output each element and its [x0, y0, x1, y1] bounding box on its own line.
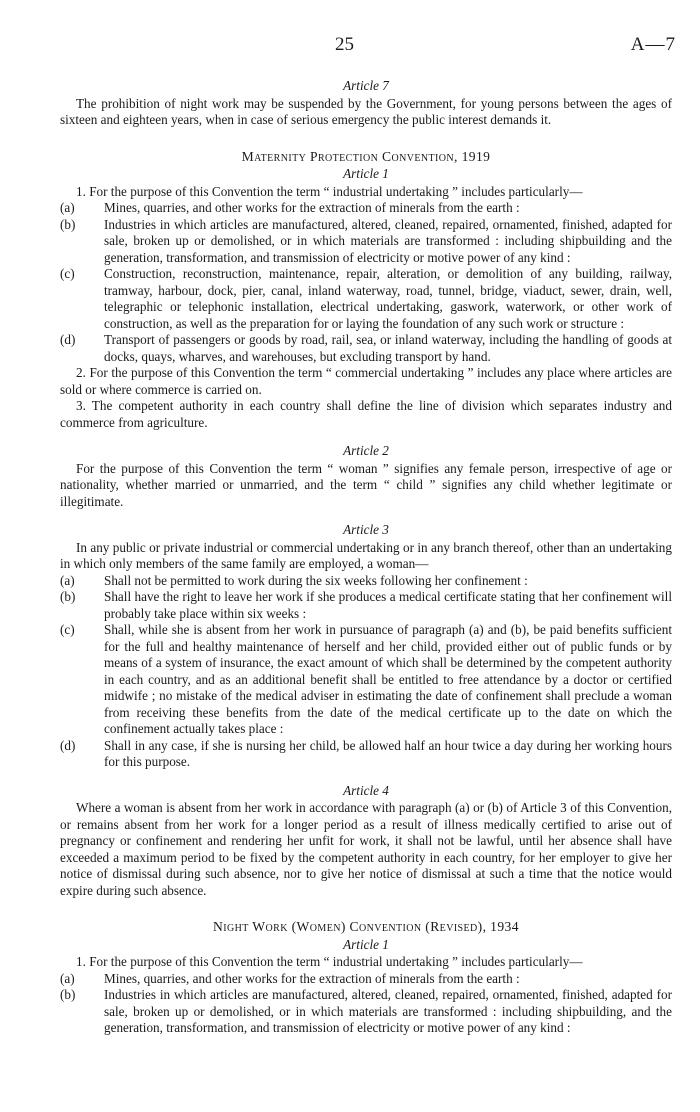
- item-text: Shall not be permitted to work during the six weeks following her confinement :: [104, 572, 528, 588]
- document-body: [60, 78, 672, 1037]
- page-number: 25: [335, 34, 354, 55]
- item-text: Industries in which articles are manufactured, altered, cleaned, repaired, ornamented, finished, adapted for sale, broken up or demolished, or in which materials are transformed : including shipbuilding, and the generation, transformation, and transmission of electricity or motive power of any kind :: [104, 987, 672, 1035]
- mpc-article-4-title: Article 4: [343, 782, 389, 798]
- mpc-article-1-title: Article 1: [343, 166, 389, 181]
- item-text: Shall, while she is absent from her work in pursuance of paragraph (a) and (b), be paid benefits sufficient for the full and healthy maintenance of herself and her child, provided either out of public funds or by means of a system of insurance, the exact amount of which shall be determined by the competent authority in each country, and as an additional benefit shall be entitled to free attendance by a doctor or certified midwife ; no mistake of the medical adviser in estimating the date of confinement shall preclude a woman from receiving these benefits from the date of the medical certificate up to the date on which the confinement actually takes place :: [104, 622, 672, 736]
- mpc-article-1-para-2: 2. For the purpose of this Convention the term “ commercial undertaking ” includes any place where articles are sold or where commerce is carried on.: [60, 365, 672, 397]
- item-label: (d): [60, 737, 76, 753]
- mpc-article-3-paragraph: In any public or private industrial or commercial undertaking or in any branch thereof, other than an undertaking in which only members of the same family are employed, a woman—: [60, 539, 672, 571]
- item-label: (a): [60, 200, 75, 215]
- mpc-article-1-para-1: 1. For the purpose of this Convention the term “ industrial undertaking ” includes particularly—: [76, 183, 583, 199]
- item-text: Construction, reconstruction, maintenance, repair, alteration, or demolition of any building, railway, tramway, harbour, dock, pier, canal, inland waterway, road, tunnel, bridge, viaduct, sewer, drain, well, telegraphic or telephonic installation, electrical undertaking, gaswork, waterwork, or other work of construction, as well as the preparation for or laying the foundation of any such work or structure :: [104, 266, 672, 331]
- list-item: [60, 217, 672, 267]
- mpc-article-4-paragraph: Where a woman is absent from her work in accordance with paragraph (a) or (b) of Article 3 of this Convention, or remains absent from her work for a longer period as a result of illness medically certified to arise out of pregnancy or confinement and rendering her unfit for work, it shall not be lawful, until her absence shall have exceeded a maximum period to be fixed by the competent authority in each country, for her employer to give her notice of dismissal during such absence, nor to give her notice of dismissal at such a time that the notice would expire during such absence.: [60, 800, 672, 898]
- list-item: [60, 589, 672, 622]
- maternity-convention-heading: Maternity Protection Convention, 1919: [241, 148, 491, 164]
- item-label: (c): [60, 266, 75, 281]
- mpc-article-3-title: Article 3: [343, 522, 389, 537]
- item-label: (b): [60, 589, 76, 604]
- item-text: Mines, quarries, and other works for the extraction of minerals from the earth :: [104, 200, 520, 215]
- nwc-article-1-title: Article 1: [343, 936, 389, 952]
- item-text: Industries in which articles are manufactured, altered, cleaned, repaired, ornamented, finished, adapted for sale, broken up or demolished, or in which materials are transformed : including shipbuilding and the generation, transformation, and transmission of electricity or motive power of any kind :: [104, 216, 672, 265]
- list-item: [60, 987, 672, 1037]
- night-work-convention-heading: Night Work (Women) Convention (Revised), 1934: [213, 919, 519, 934]
- list-item: [60, 573, 672, 590]
- item-text: Transport of passengers or goods by road, rail, sea, or inland waterway, including the handling of goods at docks, quays, wharves, and warehouses, but excluding transport by hand.: [104, 332, 672, 364]
- item-text: Shall in any case, if she is nursing her child, be allowed half an hour twice a day during her working hours for this purpose.: [104, 737, 672, 769]
- item-text: Shall have the right to leave her work if she produces a medical certificate stating that her confinement will probably take place within six weeks :: [104, 589, 672, 621]
- mpc-article-2-paragraph: For the purpose of this Convention the term “ woman ” signifies any female person, irrespective of age or nationality, whether married or unmarried, and the term “ child ” signifies any child whether legitimate or illegitimate.: [60, 460, 672, 509]
- list-item: [60, 200, 672, 217]
- article-7-paragraph: The prohibition of night work may be suspended by the Government, for young persons between the ages of sixteen and eighteen years, when in case of serious emergency the public interest demands it.: [60, 95, 672, 127]
- item-text: Mines, quarries, and other works for the extraction of minerals from the earth :: [104, 970, 520, 986]
- page-code: A—7: [630, 34, 676, 55]
- mpc-article-1-para-3: 3. The competent authority in each country shall define the line of division which separates industry and commerce from agriculture.: [60, 398, 672, 430]
- list-item: [60, 971, 672, 988]
- item-label: (b): [60, 987, 76, 1002]
- article-7-title: Article 7: [343, 78, 389, 93]
- mpc-article-2-title: Article 2: [343, 443, 389, 458]
- nwc-article-1-para-1: 1. For the purpose of this Convention the term “ industrial undertaking ” includes particularly—: [76, 954, 583, 969]
- list-item: [60, 266, 672, 332]
- list-item: [60, 738, 672, 771]
- item-label: (c): [60, 622, 75, 637]
- list-item: [60, 332, 672, 365]
- item-label: (d): [60, 332, 76, 347]
- item-label: (a): [60, 970, 75, 986]
- item-label: (a): [60, 572, 75, 588]
- item-label: (b): [60, 216, 76, 232]
- page-header: [0, 34, 700, 64]
- list-item: [60, 622, 672, 738]
